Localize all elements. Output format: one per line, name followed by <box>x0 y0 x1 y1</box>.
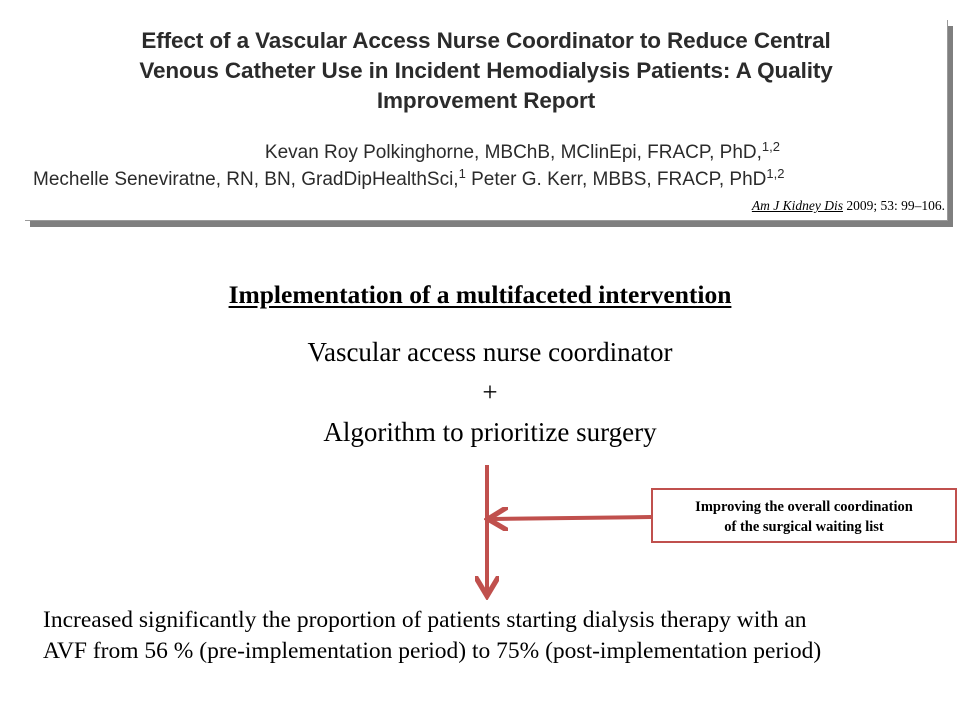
paper-title <box>25 26 947 116</box>
note-line: Improving the overall coordination <box>695 499 913 515</box>
affiliation-sup: 1 <box>458 166 466 181</box>
result-line: Increased significantly the proportion of patients starting dialysis therapy with an <box>43 607 807 633</box>
plus-sign: + <box>482 377 498 407</box>
citation-journal: Am J Kidney Dis <box>751 198 843 213</box>
note-line: of the surgical waiting list <box>724 519 884 535</box>
intervention-item: Vascular access nurse coordinator <box>307 337 673 367</box>
paper-authors <box>25 139 947 193</box>
paper-header <box>25 20 948 221</box>
side-arrow <box>492 517 651 519</box>
author-text: Kevan Roy Polkinghorne, MBChB, MClinEpi, FRACP, PhD, <box>264 142 762 163</box>
citation-details: 2009; 53: 99–106. <box>842 198 945 213</box>
paper-title-line: Effect of a Vascular Access Nurse Coordinator to Reduce Central <box>141 28 831 53</box>
intervention-item: Algorithm to prioritize surgery <box>323 417 657 447</box>
affiliation-sup: 1,2 <box>766 166 785 181</box>
author-text: Peter G. Kerr, MBBS, FRACP, PhD <box>465 169 767 190</box>
authors-line <box>25 166 947 193</box>
note-box <box>651 488 957 543</box>
paper-title-line: Venous Catheter Use in Incident Hemodialysis Patients: A Quality <box>139 58 833 83</box>
citation <box>752 198 945 214</box>
authors-line <box>25 139 947 166</box>
author-text: Mechelle Seneviratne, RN, BN, GradDipHealthSci, <box>33 169 459 190</box>
result-line: AVF from 56 % (pre-implementation period) to 75% (post-implementation period) <box>43 638 822 664</box>
paper-title-line: Improvement Report <box>376 88 596 113</box>
affiliation-sup: 1,2 <box>761 139 780 154</box>
result-text <box>43 605 943 667</box>
section-heading: Implementation of a multifaceted intervention <box>228 280 732 309</box>
